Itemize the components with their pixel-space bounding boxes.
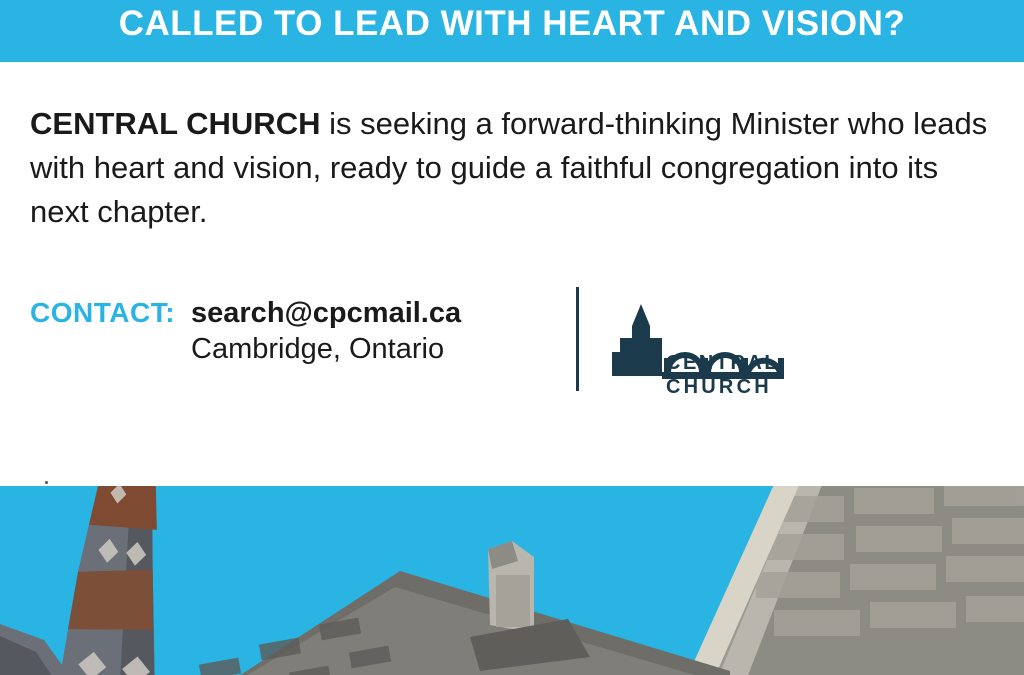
body-paragraph (30, 102, 1005, 234)
body-rest: is seeking a forward-thinking Minister who leads with heart and vision, ready to guide a faithful congregation into its next chapter. (30, 106, 988, 230)
contact-location: Cambridge, Ontario (191, 333, 445, 366)
contact-values (191, 295, 461, 368)
logo-line-2: CHURCH (666, 375, 772, 398)
roof-corner-stub (0, 606, 70, 675)
body-area (0, 62, 1024, 486)
contact-label: CONTACT: (30, 297, 176, 328)
logo (608, 280, 808, 400)
contact-block (30, 295, 461, 368)
vertical-divider (576, 287, 579, 391)
headline-text: CALLED TO LEAD WITH HEART AND VISION? (118, 3, 906, 43)
roof-middle-shape (170, 541, 730, 675)
contact-email[interactable]: search@cpcmail.ca (191, 297, 462, 329)
logo-line-1: CENTRAL (666, 352, 780, 374)
body-lead-bold: CENTRAL CHURCH (30, 106, 321, 141)
headline-band (0, 0, 1024, 62)
logo-wordmark (666, 352, 779, 399)
stray-dot (45, 481, 48, 484)
church-photo (0, 486, 1024, 675)
